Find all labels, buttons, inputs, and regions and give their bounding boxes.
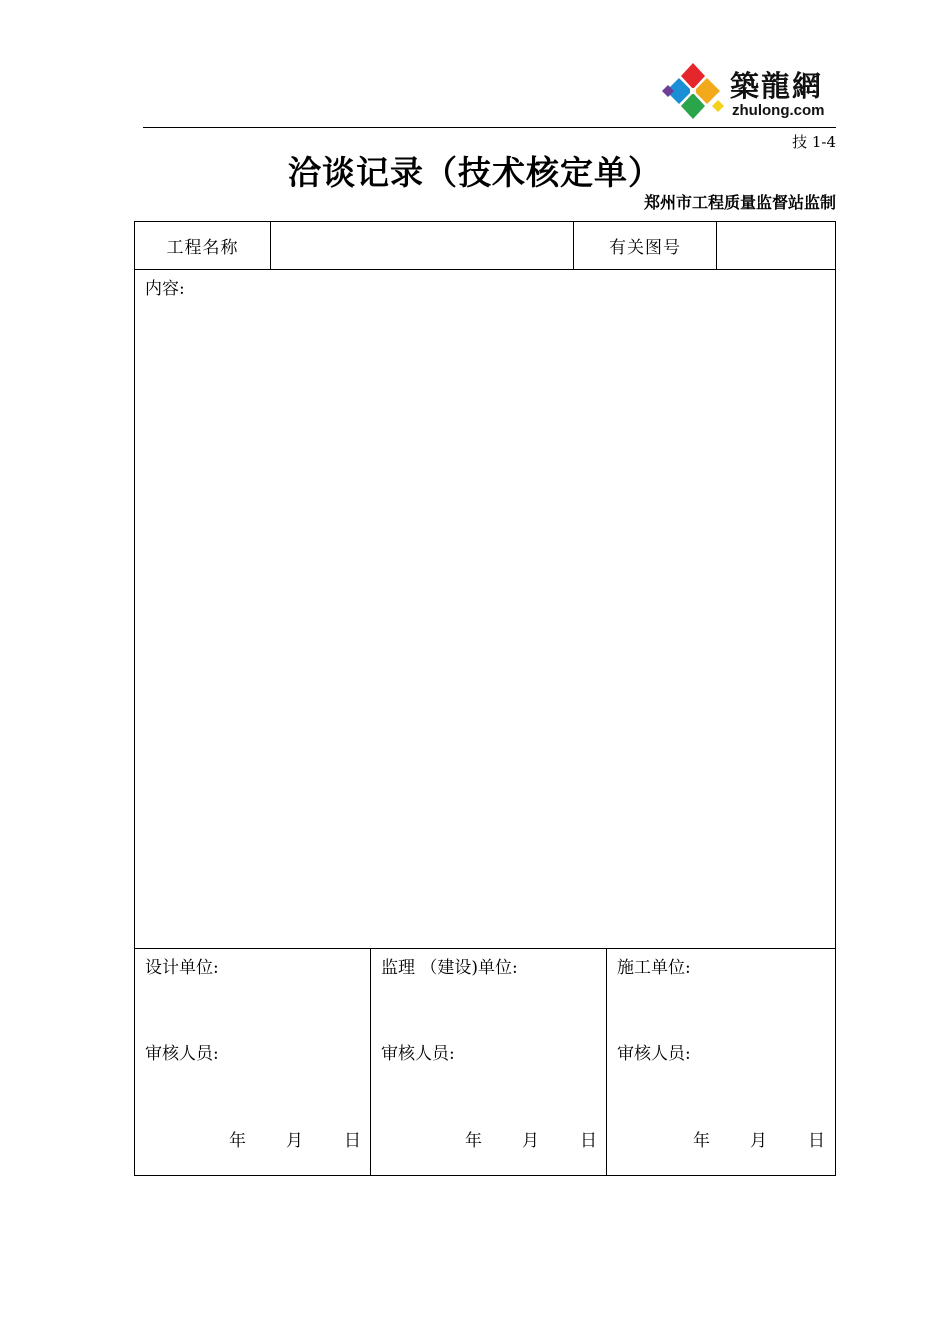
construction-unit-block[interactable] (607, 949, 835, 1175)
supervision-date-day: 日 (580, 1131, 597, 1151)
design-date-year: 年 (229, 1131, 246, 1151)
header-rule (143, 127, 836, 128)
supervision-reviewer-label: 审核人员: (381, 1044, 455, 1064)
logo-mark-icon (660, 62, 726, 124)
content-label: 内容: (145, 279, 185, 299)
design-reviewer-label: 审核人员: (145, 1044, 219, 1064)
page-title: 洽谈记录（技术核定单） (288, 153, 662, 192)
drawing-number-field[interactable] (717, 222, 835, 269)
supervision-unit-block[interactable] (371, 949, 607, 1175)
construction-date-year: 年 (693, 1131, 710, 1151)
header-row (135, 222, 835, 270)
issuer-label: 郑州市工程质量监督站监制 (643, 193, 836, 212)
design-date-month: 月 (286, 1131, 303, 1151)
signature-row (135, 949, 835, 1175)
supervision-date-month: 月 (522, 1131, 539, 1151)
construction-date-month: 月 (750, 1131, 767, 1151)
construction-unit-label: 施工单位: (617, 958, 691, 978)
construction-date-day: 日 (808, 1131, 825, 1151)
project-name-field[interactable] (271, 222, 574, 269)
logo-name-cn: 築龍網 (730, 69, 824, 103)
supervision-unit-label: 监理 （建设)单位: (381, 958, 518, 978)
supervision-date-year: 年 (465, 1131, 482, 1151)
project-name-label: 工程名称 (135, 222, 271, 269)
construction-reviewer-label: 审核人员: (617, 1044, 691, 1064)
design-unit-label: 设计单位: (145, 958, 219, 978)
design-unit-block[interactable] (135, 949, 371, 1175)
form-code: 技 1-4 (792, 133, 836, 151)
record-form-table (134, 221, 836, 1176)
design-date-day: 日 (344, 1131, 361, 1151)
logo-site: zhulong.com (732, 102, 825, 119)
drawing-number-label: 有关图号 (574, 222, 717, 269)
zhulong-logo (660, 62, 840, 124)
content-area[interactable] (135, 270, 835, 949)
